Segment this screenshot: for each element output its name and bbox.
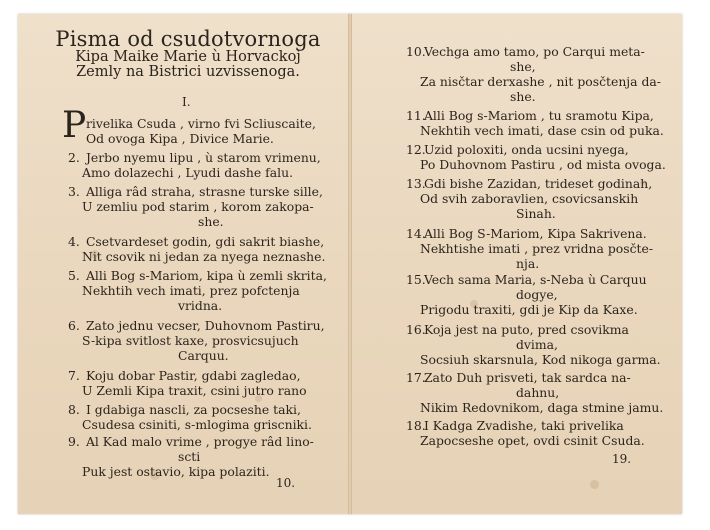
verse-line: I gdabiga nascli, za pocseshe taki, — [85, 402, 301, 417]
verse-number: 15. — [406, 272, 426, 287]
verse-line: Za nisčtar derxashe , nit posčtenja da- — [420, 74, 661, 89]
verse-4 — [68, 234, 325, 264]
verse-number: 11. — [406, 108, 426, 123]
verse-line: Csudesa csiniti, s-mlogima griscniki. — [82, 417, 312, 432]
verse-line: Csetvardeset godin, gdi sakrit biashe, — [85, 234, 325, 249]
verse-line: Nit csovik ni jedan za nyega neznashe. — [82, 249, 326, 264]
verse-line: dahnu, — [516, 385, 560, 400]
verse-line: Prigodu traxiti, gdi je Kip da Kaxe. — [420, 302, 638, 317]
verse-line: Jerbo nyemu lipu , ù starom vrimenu, — [85, 150, 321, 165]
verse-number: 9. — [68, 434, 80, 449]
verse-11 — [406, 108, 664, 138]
verse-3 — [68, 184, 323, 229]
verse-number: 2. — [68, 150, 80, 165]
verse-number: 3. — [68, 184, 80, 199]
verse-17 — [406, 370, 663, 415]
verse-line: Vech sama Maria, s-Neba ù Carquu — [423, 272, 647, 287]
verse-line: scti — [178, 449, 201, 464]
verse-16 — [406, 322, 661, 367]
verse-line: Sinah. — [516, 206, 556, 221]
verse-number: 12. — [406, 142, 426, 157]
verse-number: 18. — [406, 418, 426, 433]
verse-15 — [406, 272, 647, 317]
verse-line: Gdi bishe Zazidan, trideset godinah, — [423, 176, 653, 191]
verse-14 — [406, 226, 653, 271]
catchword: 10. — [276, 476, 296, 490]
catchword: 19. — [612, 452, 632, 466]
verse-line: Puk jest ostavio, kipa polaziti. — [82, 464, 270, 479]
verse-line: I Kadga Zvadishe, taki privelika — [423, 418, 624, 433]
verse-2 — [68, 150, 321, 180]
verse-line: vridna. — [178, 298, 223, 313]
verse-line: dvima, — [516, 337, 558, 352]
verse-line: Nikim Redovnikom, daga stmine jamu. — [420, 400, 664, 415]
verse-line: Zapocseshe opet, ovdi csinit Csuda. — [420, 433, 645, 448]
verse-line: Carquu. — [178, 348, 229, 363]
section-mark: I. — [182, 95, 191, 109]
title-line-2: Kipa Maike Marie ù Horvackoj — [75, 49, 301, 66]
verse-line: Zato jednu vecser, Duhovnom Pastiru, — [85, 318, 325, 333]
verse-line: she, — [510, 59, 536, 74]
verse-line: Od ovoga Kipa , Divice Marie. — [86, 131, 274, 146]
verse-number: 13. — [406, 176, 426, 191]
verse-12 — [406, 142, 666, 172]
verse-line: Uzid poloxiti, onda ucsini nyega, — [423, 142, 629, 157]
verse-5 — [68, 268, 327, 313]
verse-line: Nekhtih vech imati, prez pofctenja — [82, 283, 300, 298]
drop-cap: P — [62, 105, 87, 146]
verse-13 — [406, 176, 652, 221]
verse-number: 16. — [406, 322, 426, 337]
verse-line: Al Kad malo vrime , progye râd lino- — [85, 434, 314, 449]
verse-number: 8. — [68, 402, 80, 417]
verse-line: Koja jest na puto, pred csovikma — [423, 322, 629, 337]
verse-10 — [406, 44, 661, 104]
verse-18 — [406, 418, 645, 448]
verse-line: U zemliu pod starim , korom zakopa- — [82, 199, 314, 214]
verse-line: Nekhtishe imati , prez vridna posčte- — [420, 241, 654, 256]
verse-line: Od svih zaboravlien, csovicsanskih — [420, 191, 639, 206]
verse-line: S-kipa svitlost kaxe, prosvicsujuch — [82, 333, 299, 348]
verse-9 — [68, 434, 314, 479]
verse-line: Alliga râd straha, strasne turske sille, — [85, 184, 323, 199]
title-line-1: Pisma od csudotvornoga — [55, 27, 321, 51]
verse-7 — [68, 368, 307, 398]
verse-line: Alli Bog S-Mariom, Kipa Sakrivena. — [423, 226, 647, 241]
verse-number: 17. — [406, 370, 426, 385]
verse-line: Alli Bog s-Mariom , tu sramotu Kipa, — [423, 108, 654, 123]
page-title — [48, 28, 328, 80]
verse-line: Vechga amo tamo, po Carqui meta- — [423, 44, 645, 59]
verse-number: 10. — [406, 44, 426, 59]
verse-number: 14. — [406, 226, 426, 241]
verse-line: she. — [510, 89, 536, 104]
verse-line: Socsiuh skarsnula, Kod nikoga garma. — [420, 352, 661, 367]
verse-line: dogye, — [516, 287, 558, 302]
verse-line: U Zemli Kipa traxit, csini jutro rano — [82, 383, 307, 398]
verse-line: Alli Bog s-Mariom, kipa ù zemli skrita, — [85, 268, 327, 283]
verse-line: Po Duhovnom Pastiru , od mista ovoga. — [420, 157, 666, 172]
verse-line: Amo dolazechi , Lyudi dashe falu. — [82, 165, 294, 180]
title-line-3: Zemly na Bistrici uzvissenoga. — [76, 64, 300, 81]
verse-line: rivelika Csuda , virno fvi Scliuscaite, — [86, 116, 316, 131]
page-fold — [348, 14, 352, 514]
verse-8 — [68, 402, 312, 432]
verse-line: Koju dobar Pastir, gdabi zagledao, — [85, 368, 301, 383]
verse-number: 4. — [68, 234, 80, 249]
verse-6 — [68, 318, 325, 363]
verse-1 — [86, 116, 316, 146]
verse-line: Nekhtih vech imati, dase csin od puka. — [420, 123, 664, 138]
verse-line: Zato Duh prisveti, tak sardca na- — [423, 370, 631, 385]
verse-line: nja. — [516, 256, 540, 271]
verse-number: 7. — [68, 368, 80, 383]
verse-number: 6. — [68, 318, 80, 333]
verse-line: she. — [198, 214, 224, 229]
verse-number: 5. — [68, 268, 80, 283]
foxing-spot — [590, 480, 599, 489]
